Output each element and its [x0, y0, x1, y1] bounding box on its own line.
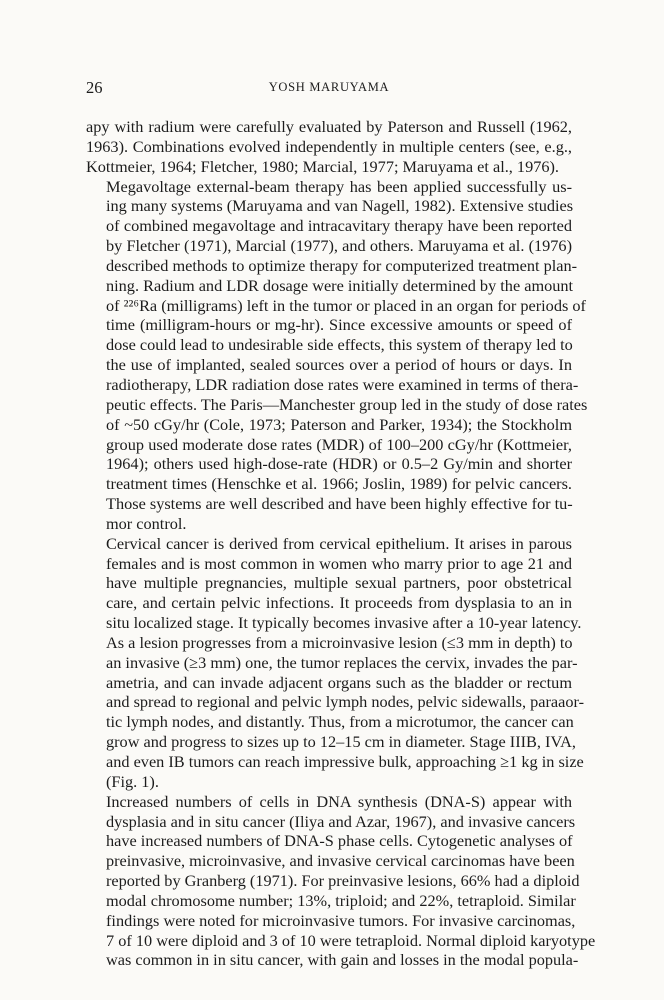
text-line: have multiple pregnancies, multiple sexual partners, poor obstetrical [106, 573, 572, 593]
text-line: ametria, and can invade adjacent organs such as the bladder or rectum [106, 672, 572, 692]
text-line: (Fig. 1). [106, 771, 159, 791]
text-line: of ~50 cGy/hr (Cole, 1973; Paterson and Parker, 1934); the Stockholm [106, 414, 572, 434]
text-line: of ²²⁶Ra (milligrams) left in the tumor or placed in an organ for periods of [106, 295, 586, 315]
text-line: dose could lead to undesirable side effects, this system of therapy led to [106, 335, 573, 355]
text-line: apy with radium were carefully evaluated by Paterson and Russell (1962, [86, 117, 572, 136]
text-line: dysplasia and in situ cancer (Iliya and Azar, 1967), and invasive cancers [106, 811, 576, 831]
text-line: Megavoltage external-beam therapy has been applied successfully us- [106, 176, 572, 196]
text-line: tic lymph nodes, and distantly. Thus, from a microtumor, the cancer can [106, 712, 574, 732]
text-line: grow and progress to sizes up to 12–15 cm in diameter. Stage IIIB, IVA, [106, 732, 576, 752]
text-line: Cervical cancer is derived from cervical epithelium. It arises in parous [106, 533, 572, 553]
text-line: have increased numbers of DNA-S phase cells. Cytogenetic analyses of [106, 831, 573, 851]
text-line: findings were noted for microinvasive tumors. For invasive carcinomas, [106, 910, 576, 930]
text-line: Those systems are well described and have been highly effective for tu- [106, 494, 573, 514]
text-line: an invasive (≥3 mm) one, the tumor replaces the cervix, invades the par- [106, 652, 578, 672]
text-line: treatment times (Henschke et al. 1966; Joslin, 1989) for pelvic cancers. [106, 474, 572, 494]
text-line: by Fletcher (1971), Marcial (1977), and others. Maruyama et al. (1976) [106, 236, 572, 256]
page-header [86, 78, 572, 98]
text-line: Increased numbers of cells in DNA synthesis (DNA-S) appear with [106, 791, 572, 811]
text-line: ing many systems (Maruyama and van Nagell, 1982). Extensive studies [106, 196, 574, 216]
text-line: As a lesion progresses from a microinvasive lesion (≤3 mm in depth) to [106, 632, 573, 652]
text-line: the use of implanted, sealed sources over a period of hours or days. In [106, 355, 572, 375]
text-line: 7 of 10 were diploid and 3 of 10 were tetraploid. Normal diploid karyotype [106, 930, 596, 950]
text-line: 1964); others used high-dose-rate (HDR) or 0.5–2 Gy/min and shorter [106, 454, 572, 474]
text-line: 1963). Combinations evolved independently in multiple centers (see, e.g., [86, 136, 572, 156]
text-line: time (milligram-hours or mg-hr). Since excessive amounts or speed of [106, 315, 572, 335]
text-line: females and is most common in women who marry prior to age 21 and [106, 553, 572, 573]
text-line: care, and certain pelvic infections. It proceeds from dysplasia to an in [106, 593, 572, 613]
text-line: and spread to regional and pelvic lymph nodes, pelvic sidewalls, paraaor- [106, 692, 585, 712]
page-number: 26 [86, 78, 103, 97]
text-line: mor control. [106, 513, 187, 533]
text-line: situ localized stage. It typically becomes invasive after a 10-year latency. [106, 613, 582, 633]
paragraph [86, 533, 585, 792]
text-line: was common in in situ cancer, with gain and losses in the modal popula- [106, 950, 579, 970]
text-line: preinvasive, microinvasive, and invasive cervical carcinomas have been [106, 851, 575, 871]
text-line: group used moderate dose rates (MDR) of 100–200 cGy/hr (Kottmeier, [106, 434, 572, 454]
text-line: reported by Granberg (1971). For preinvasive lesions, 66% had a diploid [106, 871, 580, 891]
text-line: Kottmeier, 1964; Fletcher, 1980; Marcial, 1977; Maruyama et al., 1976). [86, 156, 559, 176]
text-line: peutic effects. The Paris—Manchester group led in the study of dose rates [106, 394, 588, 414]
paragraph [86, 117, 572, 177]
paragraph [86, 791, 596, 971]
text-line: of combined megavoltage and intracavitary therapy have been reported [106, 216, 572, 236]
running-head: YOSH MARUYAMA [268, 80, 390, 94]
text-line: and even IB tumors can reach impressive bulk, approaching ≥1 kg in size [106, 752, 584, 771]
text-line: modal chromosome number; 13%, triploid; and 22%, tetraploid. Similar [106, 890, 576, 910]
text-line: described methods to optimize therapy for computerized treatment plan- [106, 255, 578, 275]
body-text [86, 117, 596, 970]
text-line: radiotherapy, LDR radiation dose rates were examined in terms of thera- [106, 374, 579, 394]
text-line: ning. Radium and LDR dosage were initially determined by the amount [106, 275, 574, 295]
paragraph [86, 176, 588, 534]
